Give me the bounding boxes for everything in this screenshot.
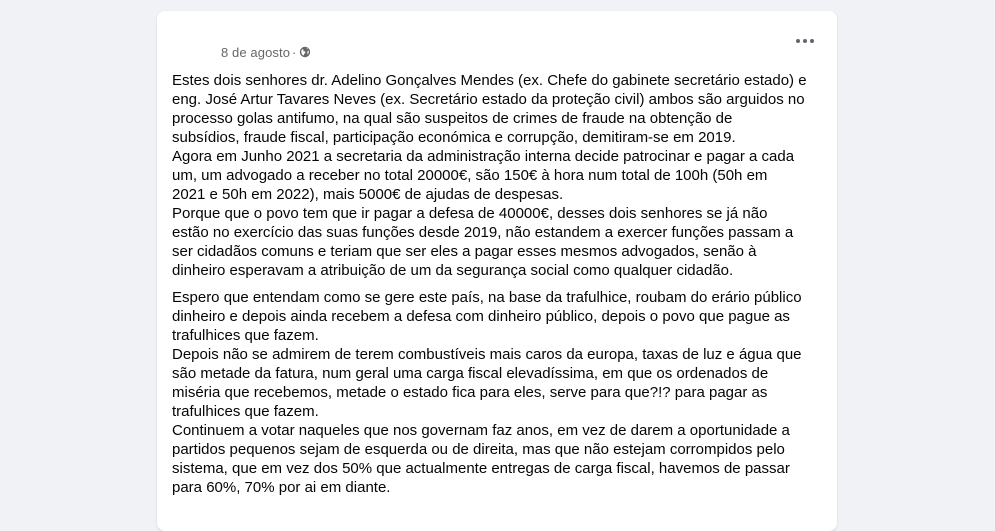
more-options-icon xyxy=(803,39,807,43)
text-line: Agora em Junho 2021 a secretaria da administração interna decide patrocinar e pagar a cada xyxy=(172,148,795,165)
text-line: 2021 e 50h em 2022), mais 5000€ de ajudas de despesas. xyxy=(172,186,564,203)
text-line: dinheiro esperavam a atribuição de um da segurança social como qualquer cidadão. xyxy=(172,262,734,279)
post-header xyxy=(157,11,837,71)
text-line: trafulhices que fazem. xyxy=(172,327,319,344)
text-line: Porque que o povo tem que ir pagar a defesa de 40000€, desses dois senhores se já não xyxy=(172,205,768,222)
text-line: subsídios, fraude fiscal, participação económica e corrupção, demitiram-se em 2019. xyxy=(172,129,736,146)
post-meta xyxy=(221,43,311,61)
text-line: trafulhices que fazem. xyxy=(172,403,319,420)
text-line: Espero que entendam como se gere este país, na base da trafulhice, roubam do erário público xyxy=(172,289,802,306)
globe-icon[interactable] xyxy=(299,46,311,58)
more-options-icon xyxy=(810,39,814,43)
post-paragraph xyxy=(172,288,824,497)
text-line: dinheiro e depois ainda recebem a defesa com dinheiro público, depois o povo que pague as xyxy=(172,308,790,325)
text-line: eng. José Artur Tavares Neves (ex. Secretário estado da proteção civil) ambos são arguidos no xyxy=(172,91,805,108)
post-date[interactable]: 8 de agosto xyxy=(221,44,291,60)
text-line: ser cidadãos comuns e teriam que ser eles a pagar esses mesmos advogados, senão à xyxy=(172,243,757,260)
text-line: partidos pequenos sejam de esquerda ou de direita, mas que não estejam corrompidos pelo xyxy=(172,441,785,458)
text-line: estão no exercício das suas funções desde 2019, não estandem a exercer funções passam a xyxy=(172,224,794,241)
text-line: Continuem a votar naqueles que nos governam faz anos, em vez de darem a oportunidade a xyxy=(172,422,790,439)
post-paragraph xyxy=(172,71,824,280)
text-line: sistema, que em vez dos 50% que actualmente entregas de carga fiscal, havemos de passar xyxy=(172,460,790,477)
more-options-icon xyxy=(796,39,800,43)
text-line: processo golas antifumo, na qual são suspeitos de crimes de fraude na obtenção de xyxy=(172,110,733,127)
text-line: Depois não se admirem de terem combustíveis mais caros da europa, taxas de luz e água que xyxy=(172,346,802,363)
more-options-button[interactable] xyxy=(787,27,823,55)
meta-separator: · xyxy=(292,44,297,60)
text-line: miséria que recebemos, metade o estado fica para eles, serve para que?!? para pagar as xyxy=(172,384,768,401)
post-text xyxy=(172,71,824,505)
text-line: Estes dois senhores dr. Adelino Gonçalves Mendes (ex. Chefe do gabinete secretário estado) e xyxy=(172,72,807,89)
text-line: são metade da fatura, num geral uma carga fiscal elevadíssima, em que os ordenados de xyxy=(172,365,769,382)
text-line: um, um advogado a receber no total 20000€, são 150€ à hora num total de 100h (50h em xyxy=(172,167,768,184)
post-card xyxy=(157,11,837,531)
text-line: para 60%, 70% por ai em diante. xyxy=(172,479,391,496)
